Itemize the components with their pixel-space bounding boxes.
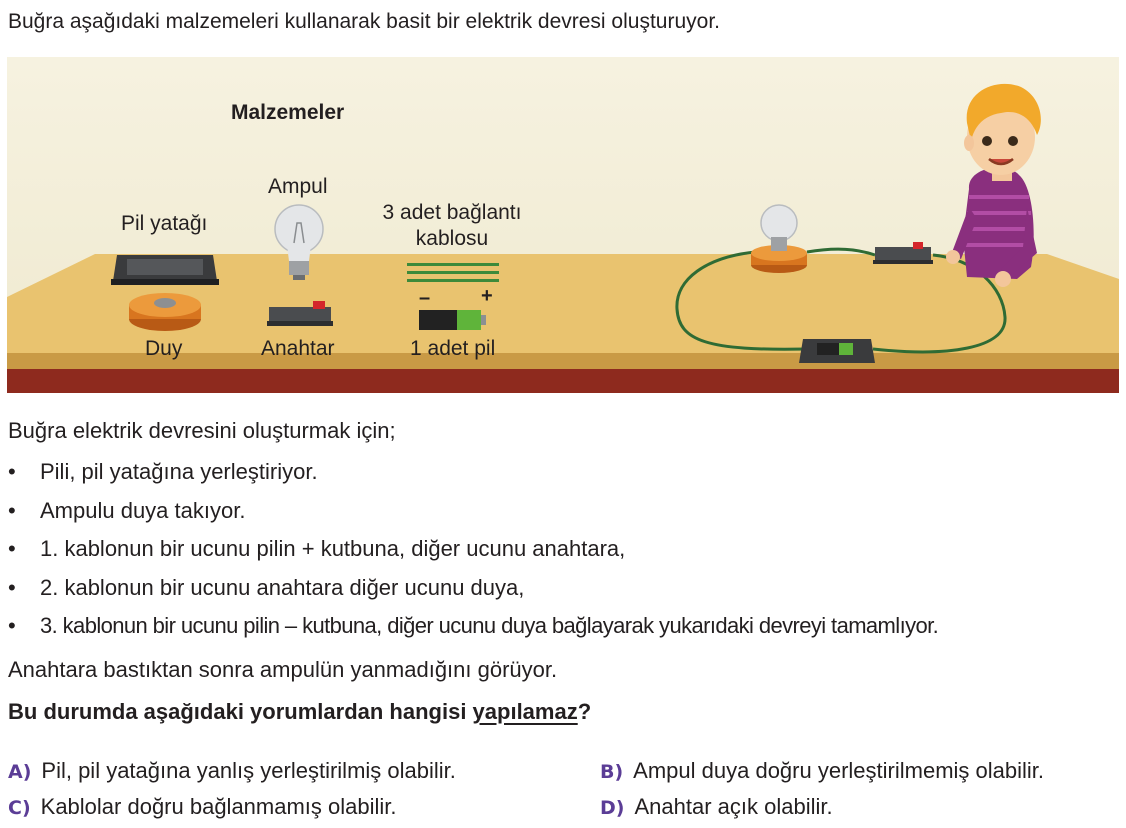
option-letter: B) <box>600 761 624 783</box>
list-item: • 2. kablonun bir ucunu anahtara diğer ucunu duya, <box>8 573 938 612</box>
bullet: • <box>8 536 16 561</box>
label-battery: 1 adet pil <box>410 337 496 360</box>
question-underlined: yapılamaz <box>472 699 578 724</box>
list-item: • 3. kablonun bir ucunu pilin – kutbuna, diğer ucunu duya bağlayarak yukarıdaki devreyi tamamlıyor. <box>8 611 938 650</box>
boy-illustration <box>946 84 1041 287</box>
list-item: • Pili, pil yatağına yerleştiriyor. <box>8 457 938 496</box>
battery-minus: – <box>419 287 431 309</box>
observation-text: Anahtara bastıktan sonra ampulün yanmadığını görüyor. <box>8 657 558 682</box>
list-item: • 1. kablonun bir ucunu pilin + kutbuna, diğer ucunu anahtara, <box>8 534 938 573</box>
battery-holder-icon <box>111 255 219 285</box>
steps-list <box>8 457 938 650</box>
label-wires-line2: kablosu <box>415 227 489 250</box>
list-item: • Ampulu duya takıyor. <box>8 496 938 535</box>
bullet: • <box>8 574 16 600</box>
bullet: • <box>8 613 16 638</box>
option-letter: D) <box>600 797 625 819</box>
bullet: • <box>8 497 16 523</box>
label-battery-holder: Pil yatağı <box>121 212 208 235</box>
materials-illustration <box>7 57 1119 393</box>
label-bulb: Ampul <box>268 175 328 198</box>
bullet: • <box>8 459 16 484</box>
wires-icon <box>407 263 499 282</box>
label-socket: Duy <box>145 337 183 360</box>
materials-title: Malzemeler <box>231 101 345 124</box>
option-c[interactable]: C) Kablolar doğru bağlanmamış olabilir. <box>8 794 397 819</box>
battery-icon <box>419 310 486 330</box>
label-wires-line1: 3 adet bağlantı <box>382 201 522 224</box>
option-letter: C) <box>8 797 31 819</box>
option-a[interactable]: A) Pil, pil yatağına yanlış yerleştirilmiş olabilir. <box>8 758 456 783</box>
option-letter: A) <box>8 761 32 783</box>
option-b[interactable]: B) Ampul duya doğru yerleştirilmemiş olabilir. <box>600 758 1044 783</box>
question: Bu durumda aşağıdaki yorumlardan hangisi yapılamaz? <box>8 699 592 724</box>
label-switch: Anahtar <box>261 337 335 360</box>
socket-icon <box>129 293 201 331</box>
lead-text: Buğra elektrik devresini oluşturmak için; <box>8 418 396 443</box>
option-d[interactable]: D) Anahtar açık olabilir. <box>600 794 833 819</box>
battery-plus: + <box>481 285 493 307</box>
intro-text: Buğra aşağıdaki malzemeleri kullanarak basit bir elektrik devresi oluşturuyor. <box>8 10 720 33</box>
